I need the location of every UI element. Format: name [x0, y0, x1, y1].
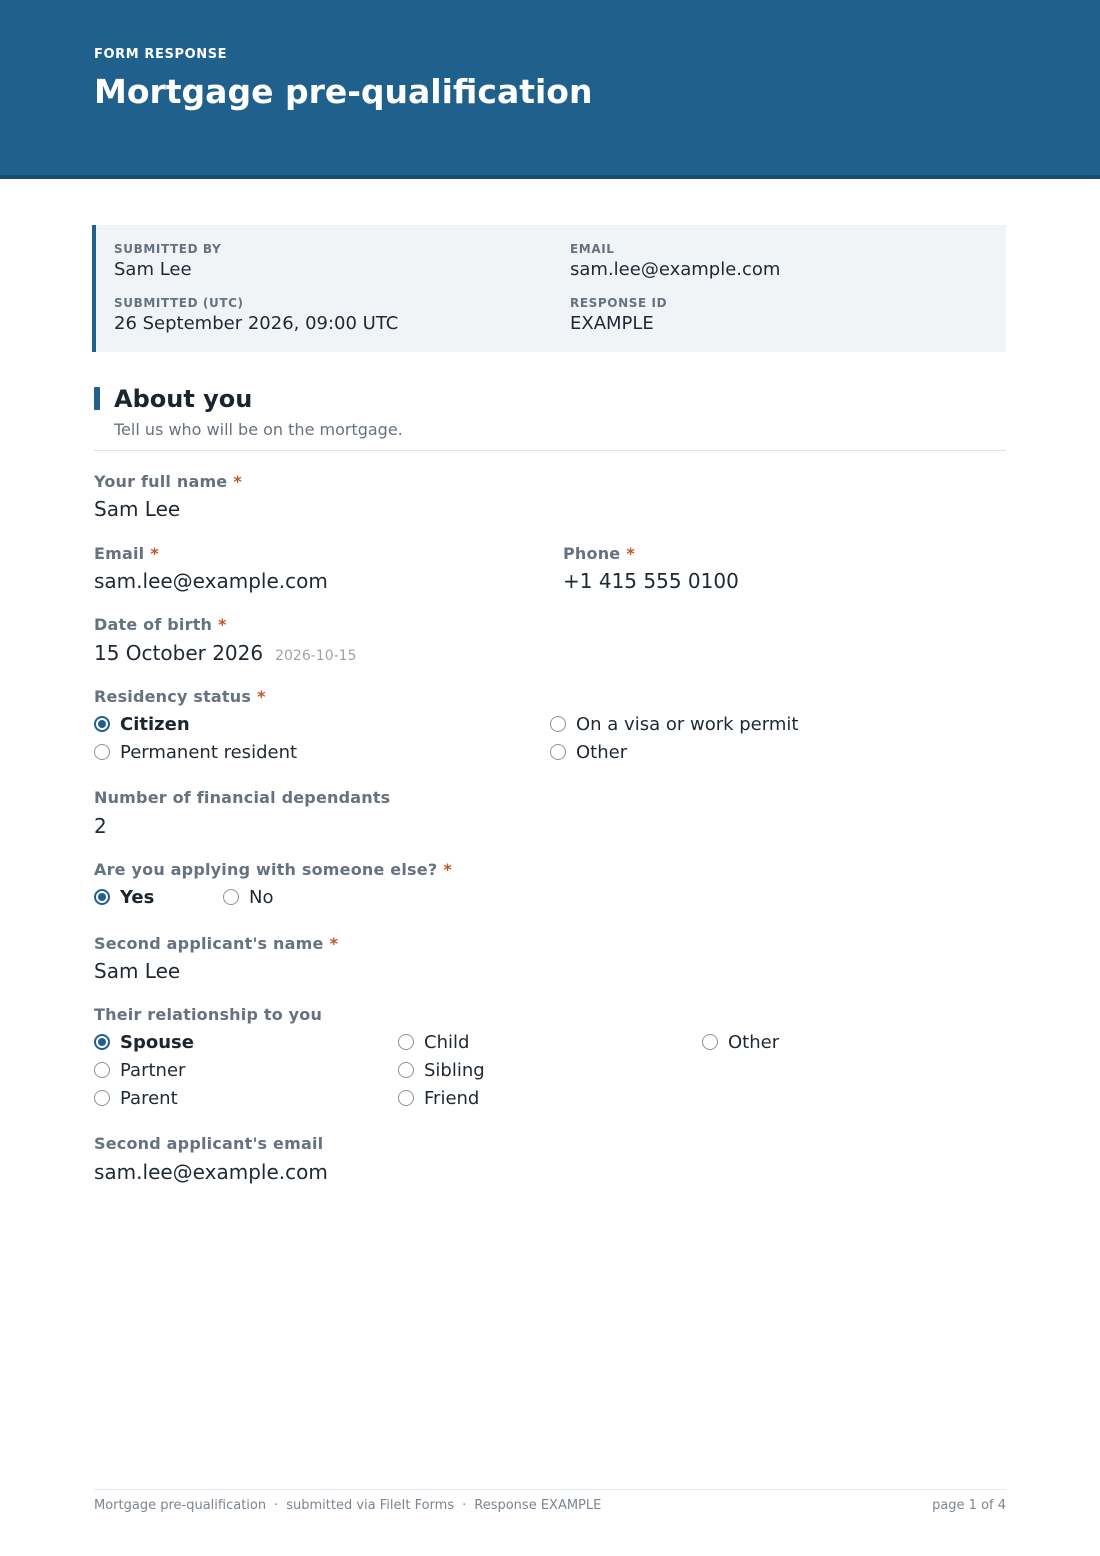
meta-email-value: sam.lee@example.com [570, 259, 781, 280]
radio-icon [550, 744, 566, 760]
radio-icon [398, 1062, 414, 1078]
radio-icon [398, 1090, 414, 1106]
radio-icon [398, 1034, 414, 1050]
option-label: Other [728, 1031, 780, 1053]
radio-icon [94, 1090, 110, 1106]
required-marker: * [257, 687, 266, 706]
radio-icon [702, 1034, 718, 1050]
option-label: No [249, 886, 274, 908]
required-marker: * [150, 544, 159, 563]
meta-submitted-by-label: SUBMITTED BY [114, 242, 222, 256]
dependants-value: 2 [94, 814, 107, 838]
email-label [94, 544, 159, 564]
required-marker: * [218, 615, 227, 634]
section-title: About you [114, 385, 253, 413]
required-marker: * [443, 860, 452, 879]
meta-email [570, 242, 780, 281]
radio-icon [94, 744, 110, 760]
option-label: On a visa or work permit [576, 713, 799, 735]
relationship-option-other[interactable] [702, 1030, 779, 1054]
meta-email-label: EMAIL [570, 242, 615, 256]
option-label: Partner [120, 1059, 186, 1081]
phone-value: +1 415 555 0100 [563, 569, 739, 593]
second-name-label [94, 934, 338, 954]
second-name-label-text: Second applicant's name [94, 934, 324, 953]
relationship-label: Their relationship to you [94, 1005, 323, 1024]
dob-iso: 2026-10-15 [275, 648, 357, 664]
meta-response-id-label: RESPONSE ID [570, 296, 668, 310]
dob-value-text: 15 October 2026 [94, 641, 264, 665]
footer-response: Response EXAMPLE [474, 1498, 602, 1513]
meta-submitted-by-value: Sam Lee [114, 259, 192, 280]
meta-response-id [570, 296, 667, 335]
radio-icon [223, 889, 239, 905]
relationship-option-child[interactable] [398, 1030, 469, 1054]
footer-divider [94, 1489, 1006, 1490]
meta-submitted-by [114, 242, 221, 281]
email-value: sam.lee@example.com [94, 569, 328, 593]
phone-label [563, 544, 635, 564]
option-label: Yes [120, 886, 155, 908]
second-name-value: Sam Lee [94, 959, 181, 983]
footer-via: submitted via FileIt Forms [286, 1498, 455, 1513]
joint-label-text: Are you applying with someone else? [94, 860, 438, 879]
option-label: Sibling [424, 1059, 485, 1081]
radio-icon [550, 716, 566, 732]
section-divider [94, 450, 1006, 451]
required-marker: * [626, 544, 635, 563]
option-label: Friend [424, 1087, 480, 1109]
relationship-option-spouse[interactable] [94, 1030, 194, 1054]
option-label: Citizen [120, 713, 190, 735]
radio-icon [94, 1034, 110, 1050]
relationship-option-partner[interactable] [94, 1058, 185, 1082]
residency-label [94, 687, 266, 707]
radio-icon [94, 716, 110, 732]
page-number: page 1 of 4 [932, 1498, 1006, 1513]
residency-option-other[interactable] [550, 740, 627, 764]
residency-option-permanent-resident[interactable] [94, 740, 297, 764]
option-label: Child [424, 1031, 470, 1053]
required-marker: * [329, 934, 339, 953]
phone-label-text: Phone [563, 544, 621, 563]
option-label: Other [576, 741, 628, 763]
joint-label [94, 860, 452, 880]
footer-separator: · [462, 1498, 467, 1513]
dob-value [94, 641, 356, 668]
form-title: Mortgage pre-qualification [94, 72, 593, 111]
radio-icon [94, 889, 110, 905]
option-label: Spouse [120, 1031, 194, 1053]
email-label-text: Email [94, 544, 145, 563]
residency-option-visa[interactable] [550, 712, 798, 736]
submission-meta-card [92, 225, 1006, 352]
meta-submitted-utc [114, 296, 398, 335]
section-accent-bar [94, 387, 100, 410]
option-label: Permanent resident [120, 741, 298, 763]
full-name-label-text: Your full name [94, 472, 228, 491]
dependants-label: Number of financial dependants [94, 788, 391, 807]
radio-icon [94, 1062, 110, 1078]
meta-submitted-utc-label: SUBMITTED (UTC) [114, 296, 244, 310]
option-label: Parent [120, 1087, 178, 1109]
joint-option-yes[interactable] [94, 885, 154, 909]
dob-label [94, 615, 227, 635]
residency-option-citizen[interactable] [94, 712, 190, 736]
meta-response-id-value: EXAMPLE [570, 313, 654, 334]
footer-separator: · [274, 1498, 279, 1513]
meta-submitted-utc-value: 26 September 2026, 09:00 UTC [114, 313, 399, 334]
header-eyebrow: FORM RESPONSE [94, 47, 228, 62]
page-header [0, 0, 1100, 179]
relationship-option-parent[interactable] [94, 1086, 178, 1110]
joint-option-no[interactable] [223, 885, 273, 909]
footer-info [94, 1498, 601, 1514]
footer-form-name: Mortgage pre-qualification [94, 1498, 267, 1513]
full-name-label [94, 472, 242, 492]
full-name-value: Sam Lee [94, 497, 181, 521]
second-email-label: Second applicant's email [94, 1134, 324, 1153]
relationship-option-sibling[interactable] [398, 1058, 485, 1082]
required-marker: * [233, 472, 242, 491]
section-subtitle: Tell us who will be on the mortgage. [114, 420, 403, 439]
second-email-value: sam.lee@example.com [94, 1160, 328, 1184]
dob-label-text: Date of birth [94, 615, 213, 634]
residency-label-text: Residency status [94, 687, 252, 706]
relationship-option-friend[interactable] [398, 1086, 479, 1110]
